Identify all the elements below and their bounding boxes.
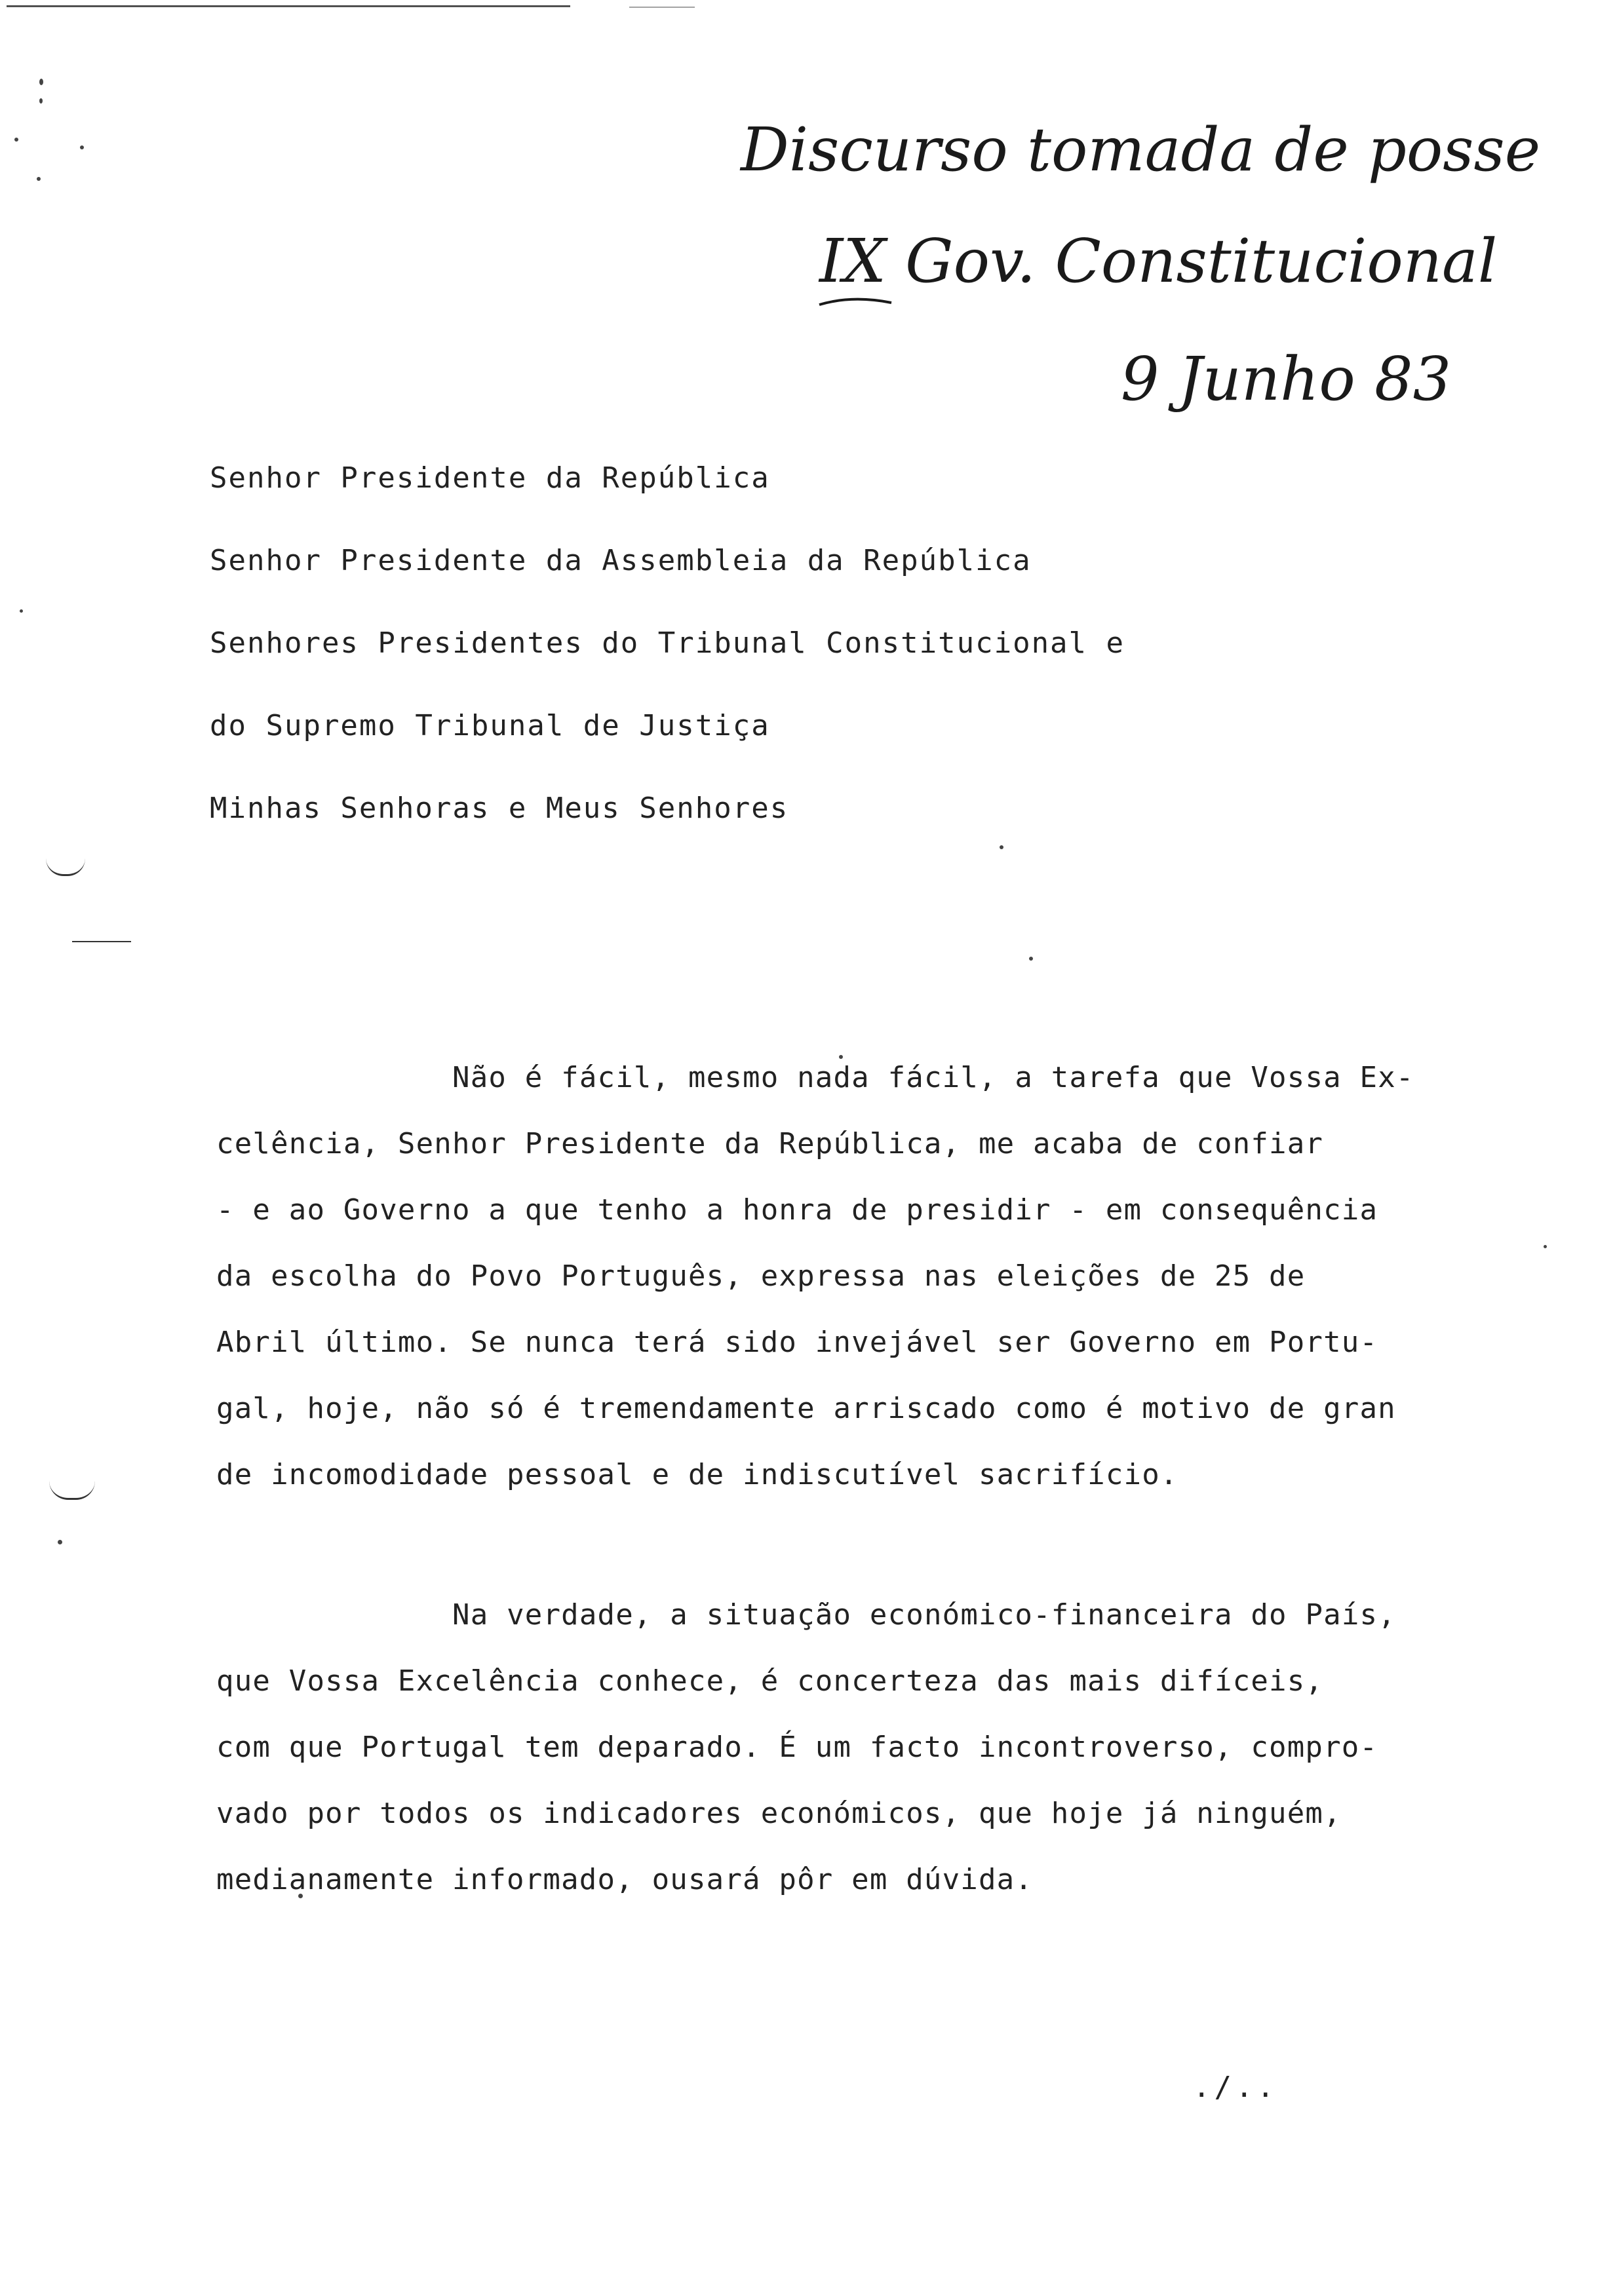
handwritten-annotation [721,98,1573,439]
paragraph-line: vado por todos os indicadores económicos, que hoje já ninguém, [216,1797,1342,1830]
salutation-line: Senhores Presidentes do Tribunal Constitucional e [210,626,1125,660]
scan-top-rule [7,5,570,7]
scan-margin-mark [46,858,85,876]
scan-speck [1029,957,1033,961]
scan-margin-mark [72,941,131,944]
salutation-line: do Supremo Tribunal de Justiça [210,709,770,742]
handwritten-line-2: IX Gov. Constitucional [819,226,1498,296]
scan-speck [39,98,43,104]
paragraph-line: Na verdade, a situação económico-financeira do País, [452,1598,1396,1632]
paragraph-line: - e ao Governo a que tenho a honra de presidir - em consequência [216,1193,1378,1227]
paragraph-line: celência, Senhor Presidente da República, me acaba de confiar [216,1127,1324,1160]
salutation-block [210,459,1324,871]
paragraph-line: com que Portugal tem deparado. É um facto incontroverso, compro- [216,1731,1378,1764]
scan-speck [39,79,43,85]
scan-speck [80,145,84,149]
scan-margin-mark [49,1481,95,1500]
salutation-line: Senhor Presidente da Assembleia da República [210,544,1032,577]
scan-speck [1544,1245,1547,1248]
salutation-line: Senhor Presidente da República [210,461,770,495]
page-continuation-mark: ./.. [1193,2071,1278,2104]
scan-speck [58,1540,62,1544]
handwritten-line-1: Discurso tomada de posse [741,115,1541,185]
paragraph-line: Não é fácil, mesmo nada fácil, a tarefa que Vossa Ex- [452,1061,1414,1094]
paragraph-1 [216,1058,1521,1521]
paragraph-line: medianamente informado, ousará pôr em dúvida. [216,1863,1034,1896]
scan-speck [14,138,18,142]
paragraph-line: gal, hoje, não só é tremendamente arriscado como é motivo de gran [216,1392,1396,1425]
paragraph-line: que Vossa Excelência conhece, é concerteza das mais difíceis, [216,1664,1324,1698]
salutation-line: Minhas Senhoras e Meus Senhores [210,792,789,825]
paragraph-2 [216,1596,1521,1926]
scan-top-rule [629,7,695,8]
scan-speck [37,177,41,181]
handwritten-line-3: 9 Junho 83 [1121,344,1452,414]
paragraph-line: Abril último. Se nunca terá sido invejável ser Governo em Portu- [216,1326,1378,1359]
paragraph-line: da escolha do Povo Português, expressa nas eleições de 25 de [216,1259,1306,1293]
scan-speck [20,609,23,613]
paragraph-line: de incomodidade pessoal e de indiscutível sacrifício. [216,1458,1178,1491]
